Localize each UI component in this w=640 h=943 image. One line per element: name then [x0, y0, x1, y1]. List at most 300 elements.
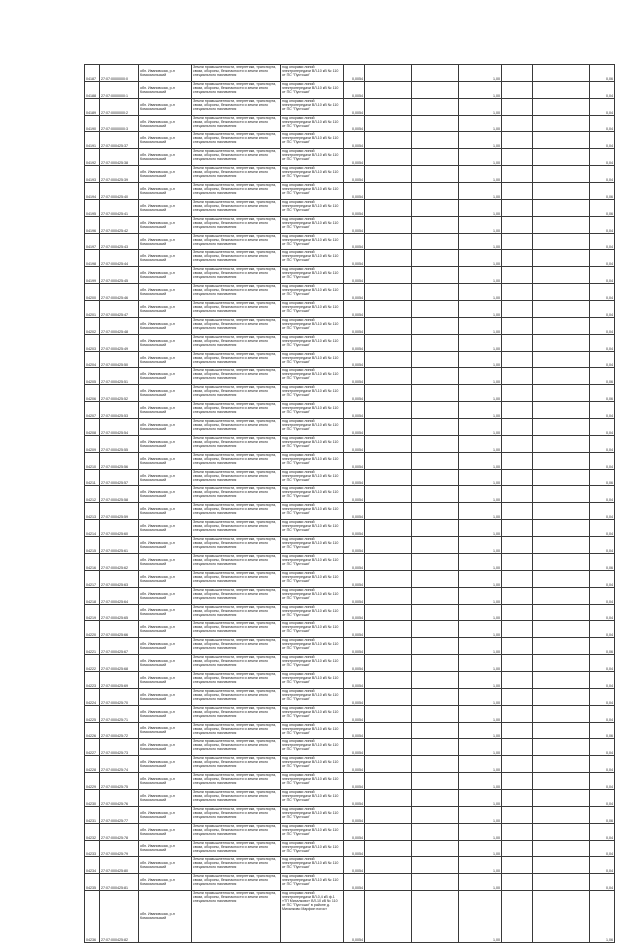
- row-number: 04189: [85, 98, 100, 115]
- permitted-use: под опорами линий электропередачи ВЛ-10 кВ № 110 от ПС "Пустоши": [281, 469, 344, 486]
- cadastral-number: 27:07:000425:76: [100, 789, 139, 806]
- total-value: 0,04: [590, 132, 615, 149]
- row-number: 04214: [85, 520, 100, 537]
- empty-cell: [365, 688, 412, 705]
- row-number: 04188: [85, 81, 100, 98]
- empty-cell: [533, 756, 590, 773]
- empty-cell: [533, 722, 590, 739]
- permitted-use: под опорами линий электропередачи ВЛ-10 кВ № 110 от ПС "Пустоши": [281, 351, 344, 368]
- empty-cell: [502, 806, 533, 823]
- empty-cell: [412, 773, 459, 790]
- permitted-use: под опорами линий электропередачи ВЛ-10 кВ № 110 от ПС "Пустоши": [281, 621, 344, 638]
- empty-cell: [412, 756, 459, 773]
- total-value: 0,04: [590, 537, 615, 554]
- table-row: [85, 570, 615, 587]
- coefficient-value: 1,00: [459, 301, 502, 318]
- permitted-use: под опорами линий электропередачи ВЛ-10 кВ № 110 от ПС "Пустоши": [281, 81, 344, 98]
- land-category: Земли промышленности, энергетики, транспорта, связи, обороны, безопасности и земли иного специального назначения: [192, 149, 281, 166]
- coefficient-value: 1,00: [459, 671, 502, 688]
- table-row: [85, 81, 615, 98]
- total-value: 0,04: [590, 587, 615, 604]
- empty-cell: [412, 166, 459, 183]
- address: обл. Ивановская, р-н Комсомольский: [139, 655, 192, 672]
- permitted-use: под опорами линий электропередачи ВЛ-10 кВ № 110 от ПС "Пустоши": [281, 284, 344, 301]
- area-value: 0,0054: [344, 233, 365, 250]
- land-category: Земли промышленности, энергетики, транспорта, связи, обороны, безопасности и земли иного специального назначения: [192, 705, 281, 722]
- cadastral-number: 27:07:000425:39: [100, 166, 139, 183]
- empty-cell: [412, 317, 459, 334]
- table-row: [85, 334, 615, 351]
- coefficient-value: 1,00: [459, 857, 502, 874]
- row-number: 04222: [85, 655, 100, 672]
- land-category: Земли промышленности, энергетики, транспорта, связи, обороны, безопасности и земли иного специального назначения: [192, 183, 281, 200]
- coefficient-value: 1,00: [459, 419, 502, 436]
- area-value: 0,0054: [344, 789, 365, 806]
- coefficient-value: 1,00: [459, 739, 502, 756]
- table-row: [85, 183, 615, 200]
- area-value: 0,0054: [344, 419, 365, 436]
- empty-cell: [533, 351, 590, 368]
- address: обл. Ивановская, р-н Комсомольский: [139, 537, 192, 554]
- empty-cell: [502, 402, 533, 419]
- empty-cell: [365, 233, 412, 250]
- empty-cell: [533, 857, 590, 874]
- empty-cell: [412, 334, 459, 351]
- table-row: [85, 722, 615, 739]
- permitted-use: под опорами линий электропередачи ВЛ-10 кВ № 110 от ПС "Пустоши": [281, 486, 344, 503]
- empty-cell: [502, 671, 533, 688]
- permitted-use: под опорами линий электропередачи ВЛ-10 кВ № 110 от ПС "Пустоши": [281, 334, 344, 351]
- permitted-use: под опорами линий электропередачи ВЛ-10 кВ № 110 от ПС "Пустоши": [281, 638, 344, 655]
- empty-cell: [502, 655, 533, 672]
- permitted-use: под опорами линий электропередачи ВЛ-10 кВ № 110 от ПС "Пустоши": [281, 823, 344, 840]
- table-row: [85, 301, 615, 318]
- empty-cell: [412, 149, 459, 166]
- table-row: [85, 621, 615, 638]
- empty-cell: [412, 435, 459, 452]
- land-category: Земли промышленности, энергетики, транспорта, связи, обороны, безопасности и земли иного специального назначения: [192, 857, 281, 874]
- empty-cell: [365, 183, 412, 200]
- row-number: 04220: [85, 621, 100, 638]
- total-value: 0,06: [590, 385, 615, 402]
- total-value: 0,04: [590, 334, 615, 351]
- area-value: 0,0054: [344, 368, 365, 385]
- area-value: 0,0054: [344, 756, 365, 773]
- empty-cell: [533, 334, 590, 351]
- row-number: 04198: [85, 250, 100, 267]
- table-row: [85, 891, 615, 943]
- table-row: [85, 199, 615, 216]
- empty-cell: [365, 250, 412, 267]
- empty-cell: [533, 402, 590, 419]
- land-category: Земли промышленности, энергетики, транспорта, связи, обороны, безопасности и земли иного специального назначения: [192, 334, 281, 351]
- empty-cell: [365, 452, 412, 469]
- row-number: 04233: [85, 840, 100, 857]
- empty-cell: [502, 385, 533, 402]
- area-value: 0,0054: [344, 301, 365, 318]
- coefficient-value: 1,00: [459, 486, 502, 503]
- address: обл. Ивановская, р-н Комсомольский: [139, 874, 192, 891]
- empty-cell: [502, 891, 533, 943]
- total-value: 0,04: [590, 301, 615, 318]
- cadastral-number: 27:07:000425:79: [100, 840, 139, 857]
- row-number: 04232: [85, 823, 100, 840]
- cadastral-number: 27:07:000425:44: [100, 250, 139, 267]
- table-row: [85, 65, 615, 82]
- land-category: Земли промышленности, энергетики, транспорта, связи, обороны, безопасности и земли иного специального назначения: [192, 301, 281, 318]
- address: обл. Ивановская, р-н Комсомольский: [139, 688, 192, 705]
- empty-cell: [502, 368, 533, 385]
- land-category: Земли промышленности, энергетики, транспорта, связи, обороны, безопасности и земли иного специального назначения: [192, 368, 281, 385]
- table-row: [85, 655, 615, 672]
- empty-cell: [502, 267, 533, 284]
- empty-cell: [533, 638, 590, 655]
- area-value: 0,0054: [344, 688, 365, 705]
- empty-cell: [412, 739, 459, 756]
- coefficient-value: 1,00: [459, 334, 502, 351]
- coefficient-value: 1,00: [459, 115, 502, 132]
- land-category: Земли промышленности, энергетики, транспорта, связи, обороны, безопасности и земли иного специального назначения: [192, 570, 281, 587]
- empty-cell: [412, 199, 459, 216]
- table-row: [85, 553, 615, 570]
- address: обл. Ивановская, р-н Комсомольский: [139, 115, 192, 132]
- total-value: 0,04: [590, 233, 615, 250]
- row-number: 04234: [85, 857, 100, 874]
- land-category: Земли промышленности, энергетики, транспорта, связи, обороны, безопасности и земли иного специального назначения: [192, 81, 281, 98]
- empty-cell: [412, 587, 459, 604]
- empty-cell: [502, 722, 533, 739]
- total-value: 0,04: [590, 705, 615, 722]
- land-category: Земли промышленности, энергетики, транспорта, связи, обороны, безопасности и земли иного специального назначения: [192, 891, 281, 943]
- total-value: 0,06: [590, 722, 615, 739]
- area-value: 0,0054: [344, 183, 365, 200]
- cadastral-number: 27:07:000425:45: [100, 267, 139, 284]
- coefficient-value: 1,00: [459, 216, 502, 233]
- total-value: 0,04: [590, 789, 615, 806]
- empty-cell: [412, 503, 459, 520]
- area-value: 0,0054: [344, 587, 365, 604]
- empty-cell: [533, 705, 590, 722]
- empty-cell: [365, 368, 412, 385]
- address: обл. Ивановская, р-н Комсомольский: [139, 486, 192, 503]
- empty-cell: [502, 284, 533, 301]
- empty-cell: [412, 385, 459, 402]
- empty-cell: [502, 233, 533, 250]
- address: обл. Ивановская, р-н Комсомольский: [139, 98, 192, 115]
- empty-cell: [412, 553, 459, 570]
- total-value: 0,04: [590, 402, 615, 419]
- address: обл. Ивановская, р-н Комсомольский: [139, 806, 192, 823]
- cadastral-number: 27:07:000425:69: [100, 671, 139, 688]
- cadastral-number: 27:07:000425:57: [100, 469, 139, 486]
- total-value: 0,04: [590, 520, 615, 537]
- permitted-use: под опорами линий электропередачи ВЛ-10 кВ № 110 от ПС "Пустоши": [281, 655, 344, 672]
- coefficient-value: 1,00: [459, 823, 502, 840]
- empty-cell: [365, 132, 412, 149]
- row-number: 04216: [85, 553, 100, 570]
- cadastral-number: 27:07:000425:75: [100, 773, 139, 790]
- total-value: 0,04: [590, 671, 615, 688]
- empty-cell: [365, 587, 412, 604]
- area-value: 0,0054: [344, 452, 365, 469]
- permitted-use: под опорами линий электропередачи ВЛ-10 кВ № 110 от ПС "Пустоши": [281, 402, 344, 419]
- permitted-use: под опорами линий электропередачи ВЛ-10 кВ № 110 от ПС "Пустоши": [281, 789, 344, 806]
- area-value: 0,0054: [344, 351, 365, 368]
- row-number: 04226: [85, 722, 100, 739]
- empty-cell: [412, 419, 459, 436]
- address: обл. Ивановская, р-н Комсомольский: [139, 81, 192, 98]
- land-category: Земли промышленности, энергетики, транспорта, связи, обороны, безопасности и земли иного специального назначения: [192, 132, 281, 149]
- coefficient-value: 1,00: [459, 773, 502, 790]
- cadastral-number: 27:07:000425:81: [100, 874, 139, 891]
- permitted-use: под опорами линий электропередачи ВЛ-10 кВ № 110 от ПС "Пустоши": [281, 553, 344, 570]
- empty-cell: [365, 284, 412, 301]
- land-category: Земли промышленности, энергетики, транспорта, связи, обороны, безопасности и земли иного специального назначения: [192, 469, 281, 486]
- total-value: 0,04: [590, 452, 615, 469]
- empty-cell: [533, 621, 590, 638]
- row-number: 04235: [85, 874, 100, 891]
- area-value: 0,0054: [344, 874, 365, 891]
- table-row: [85, 368, 615, 385]
- coefficient-value: 1,00: [459, 402, 502, 419]
- land-category: Земли промышленности, энергетики, транспорта, связи, обороны, безопасности и земли иного специального назначения: [192, 874, 281, 891]
- coefficient-value: 1,00: [459, 317, 502, 334]
- area-value: 0,0054: [344, 284, 365, 301]
- cadastral-number: 27:07:0000000:3: [100, 115, 139, 132]
- empty-cell: [502, 705, 533, 722]
- empty-cell: [533, 503, 590, 520]
- coefficient-value: 1,00: [459, 688, 502, 705]
- address: обл. Ивановская, р-н Комсомольский: [139, 402, 192, 419]
- empty-cell: [502, 65, 533, 82]
- table-row: [85, 166, 615, 183]
- empty-cell: [412, 857, 459, 874]
- coefficient-value: 1,00: [459, 199, 502, 216]
- permitted-use: под опорами линий электропередачи ВЛ-10 кВ № 110 от ПС "Пустоши": [281, 317, 344, 334]
- address: обл. Ивановская, р-н Комсомольский: [139, 166, 192, 183]
- table-row: [85, 587, 615, 604]
- cadastral-number: 27:07:000425:49: [100, 334, 139, 351]
- address: обл. Ивановская, р-н Комсомольский: [139, 149, 192, 166]
- land-category: Земли промышленности, энергетики, транспорта, связи, обороны, безопасности и земли иного специального назначения: [192, 216, 281, 233]
- permitted-use: под опорами линий электропередачи ВЛ-10 кВ № 110 от ПС "Пустоши": [281, 739, 344, 756]
- table-row: [85, 132, 615, 149]
- total-value: 0,04: [590, 435, 615, 452]
- empty-cell: [412, 452, 459, 469]
- land-category: Земли промышленности, энергетики, транспорта, связи, обороны, безопасности и земли иного специального назначения: [192, 284, 281, 301]
- cadastral-number: 27:07:000425:73: [100, 739, 139, 756]
- empty-cell: [533, 368, 590, 385]
- total-value: 0,06: [590, 368, 615, 385]
- cadastral-number: 27:07:000425:52: [100, 385, 139, 402]
- row-number: 04192: [85, 149, 100, 166]
- empty-cell: [533, 469, 590, 486]
- area-value: 0,0054: [344, 891, 365, 943]
- coefficient-value: 1,00: [459, 65, 502, 82]
- permitted-use: под опорами линий электропередачи ВЛ-10 кВ № 110 от ПС "Пустоши": [281, 773, 344, 790]
- empty-cell: [412, 469, 459, 486]
- empty-cell: [533, 874, 590, 891]
- coefficient-value: 1,00: [459, 604, 502, 621]
- permitted-use: под опорами линий электропередачи ВЛ-10 кВ № 110 от ПС "Пустоши": [281, 385, 344, 402]
- coefficient-value: 1,00: [459, 806, 502, 823]
- empty-cell: [365, 756, 412, 773]
- address: обл. Ивановская, р-н Комсомольский: [139, 891, 192, 943]
- empty-cell: [365, 655, 412, 672]
- permitted-use: под опорами линий электропередачи ВЛ-10 кВ № 110 от ПС "Пустоши": [281, 267, 344, 284]
- empty-cell: [502, 216, 533, 233]
- cadastral-number: 27:07:000425:42: [100, 216, 139, 233]
- cadastral-number: 27:07:000425:82: [100, 891, 139, 943]
- cadastral-number: 27:07:000425:60: [100, 520, 139, 537]
- empty-cell: [412, 115, 459, 132]
- empty-cell: [533, 166, 590, 183]
- address: обл. Ивановская, р-н Комсомольский: [139, 334, 192, 351]
- permitted-use: под опорами линий электропередачи ВЛ-10 кВ № 110 от ПС "Пустоши": [281, 419, 344, 436]
- land-category: Земли промышленности, энергетики, транспорта, связи, обороны, безопасности и земли иного специального назначения: [192, 419, 281, 436]
- empty-cell: [533, 284, 590, 301]
- empty-cell: [502, 503, 533, 520]
- total-value: 0,06: [590, 469, 615, 486]
- empty-cell: [502, 435, 533, 452]
- area-value: 0,0054: [344, 250, 365, 267]
- permitted-use: под опорами линий электропередачи ВЛ-10 кВ № 110 от ПС "Пустоши": [281, 435, 344, 452]
- empty-cell: [412, 250, 459, 267]
- coefficient-value: 1,00: [459, 250, 502, 267]
- table-row: [85, 520, 615, 537]
- cadastral-number: 27:07:000425:50: [100, 351, 139, 368]
- row-number: 04215: [85, 537, 100, 554]
- empty-cell: [502, 789, 533, 806]
- table-row: [85, 435, 615, 452]
- empty-cell: [502, 469, 533, 486]
- empty-cell: [502, 570, 533, 587]
- permitted-use: под опорами линий электропередачи ВЛ-10 кВ № 110 от ПС "Пустоши": [281, 199, 344, 216]
- address: обл. Ивановская, р-н Комсомольский: [139, 773, 192, 790]
- empty-cell: [533, 553, 590, 570]
- area-value: 0,0054: [344, 469, 365, 486]
- address: обл. Ивановская, р-н Комсомольский: [139, 267, 192, 284]
- land-category: Земли промышленности, энергетики, транспорта, связи, обороны, безопасности и земли иного специального назначения: [192, 486, 281, 503]
- total-value: 0,06: [590, 553, 615, 570]
- row-number: 04208: [85, 419, 100, 436]
- empty-cell: [502, 587, 533, 604]
- empty-cell: [502, 132, 533, 149]
- row-number: 04207: [85, 402, 100, 419]
- area-value: 0,0054: [344, 166, 365, 183]
- land-category: Земли промышленности, энергетики, транспорта, связи, обороны, безопасности и земли иного специального назначения: [192, 351, 281, 368]
- table-row: [85, 688, 615, 705]
- row-number: 04191: [85, 132, 100, 149]
- area-value: 0,0054: [344, 621, 365, 638]
- row-number: 04211: [85, 469, 100, 486]
- empty-cell: [365, 503, 412, 520]
- area-value: 0,0054: [344, 520, 365, 537]
- land-category: Земли промышленности, энергетики, транспорта, связи, обороны, безопасности и земли иного специального назначения: [192, 199, 281, 216]
- address: обл. Ивановская, р-н Комсомольский: [139, 435, 192, 452]
- table-row: [85, 452, 615, 469]
- total-value: 0,04: [590, 284, 615, 301]
- table-row: [85, 756, 615, 773]
- empty-cell: [412, 570, 459, 587]
- empty-cell: [412, 874, 459, 891]
- permitted-use: под опорами линий электропередачи ВЛ-10 кВ № 110 от ПС "Пустоши": [281, 671, 344, 688]
- address: обл. Ивановская, р-н Комсомольский: [139, 317, 192, 334]
- empty-cell: [365, 65, 412, 82]
- empty-cell: [365, 773, 412, 790]
- address: обл. Ивановская, р-н Комсомольский: [139, 671, 192, 688]
- coefficient-value: 1,00: [459, 840, 502, 857]
- total-value: 0,06: [590, 65, 615, 82]
- area-value: 0,0054: [344, 604, 365, 621]
- address: обл. Ивановская, р-н Комсомольский: [139, 419, 192, 436]
- table-row: [85, 284, 615, 301]
- total-value: 0,04: [590, 773, 615, 790]
- land-parcels-table: [84, 64, 615, 943]
- land-category: Земли промышленности, энергетики, транспорта, связи, обороны, безопасности и земли иного специального назначения: [192, 621, 281, 638]
- land-category: Земли промышленности, энергетики, транспорта, связи, обороны, безопасности и земли иного специального назначения: [192, 115, 281, 132]
- permitted-use: под опорами линий электропередачи ВЛ-10 кВ № 110 от ПС "Пустоши": [281, 587, 344, 604]
- cadastral-number: 27:07:000425:59: [100, 503, 139, 520]
- empty-cell: [533, 115, 590, 132]
- empty-cell: [533, 520, 590, 537]
- total-value: 0,06: [590, 806, 615, 823]
- empty-cell: [365, 891, 412, 943]
- land-category: Земли промышленности, энергетики, транспорта, связи, обороны, безопасности и земли иного специального назначения: [192, 604, 281, 621]
- empty-cell: [412, 284, 459, 301]
- coefficient-value: 1,00: [459, 233, 502, 250]
- row-number: 04227: [85, 739, 100, 756]
- row-number: 04219: [85, 604, 100, 621]
- empty-cell: [533, 233, 590, 250]
- empty-cell: [365, 435, 412, 452]
- land-category: Земли промышленности, энергетики, транспорта, связи, обороны, безопасности и земли иного специального назначения: [192, 537, 281, 554]
- empty-cell: [533, 132, 590, 149]
- empty-cell: [365, 98, 412, 115]
- land-category: Земли промышленности, энергетики, транспорта, связи, обороны, безопасности и земли иного специального назначения: [192, 402, 281, 419]
- table-row: [85, 739, 615, 756]
- row-number: 04229: [85, 773, 100, 790]
- coefficient-value: 1,00: [459, 81, 502, 98]
- land-category: Земли промышленности, энергетики, транспорта, связи, обороны, безопасности и земли иного специального назначения: [192, 553, 281, 570]
- coefficient-value: 1,00: [459, 149, 502, 166]
- empty-cell: [412, 823, 459, 840]
- empty-cell: [533, 317, 590, 334]
- coefficient-value: 1,00: [459, 638, 502, 655]
- land-category: Земли промышленности, энергетики, транспорта, связи, обороны, безопасности и земли иного специального назначения: [192, 840, 281, 857]
- table-row: [85, 216, 615, 233]
- empty-cell: [412, 402, 459, 419]
- land-category: Земли промышленности, энергетики, транспорта, связи, обороны, безопасности и земли иного специального назначения: [192, 789, 281, 806]
- address: обл. Ивановская, р-н Комсомольский: [139, 183, 192, 200]
- permitted-use: под опорами линий электропередачи ВЛ-10 кВ № 110 от ПС "Пустоши": [281, 840, 344, 857]
- empty-cell: [365, 419, 412, 436]
- permitted-use: под опорами линий электропередачи ВЛ-10 кВ № 110 от ПС "Пустоши": [281, 722, 344, 739]
- row-number: 04187: [85, 65, 100, 82]
- total-value: 0,04: [590, 570, 615, 587]
- empty-cell: [412, 81, 459, 98]
- coefficient-value: 1,00: [459, 132, 502, 149]
- table-row: [85, 98, 615, 115]
- land-category: Земли промышленности, энергетики, транспорта, связи, обороны, безопасности и земли иного специального назначения: [192, 722, 281, 739]
- cadastral-number: 27:07:000425:46: [100, 284, 139, 301]
- permitted-use: под опорами линий электропередачи ВЛ-10 кВ № 110 от ПС "Пустоши": [281, 149, 344, 166]
- empty-cell: [502, 199, 533, 216]
- total-value: 0,04: [590, 216, 615, 233]
- row-number: 04218: [85, 587, 100, 604]
- coefficient-value: 1,00: [459, 756, 502, 773]
- cadastral-number: 27:07:0000000:0: [100, 65, 139, 82]
